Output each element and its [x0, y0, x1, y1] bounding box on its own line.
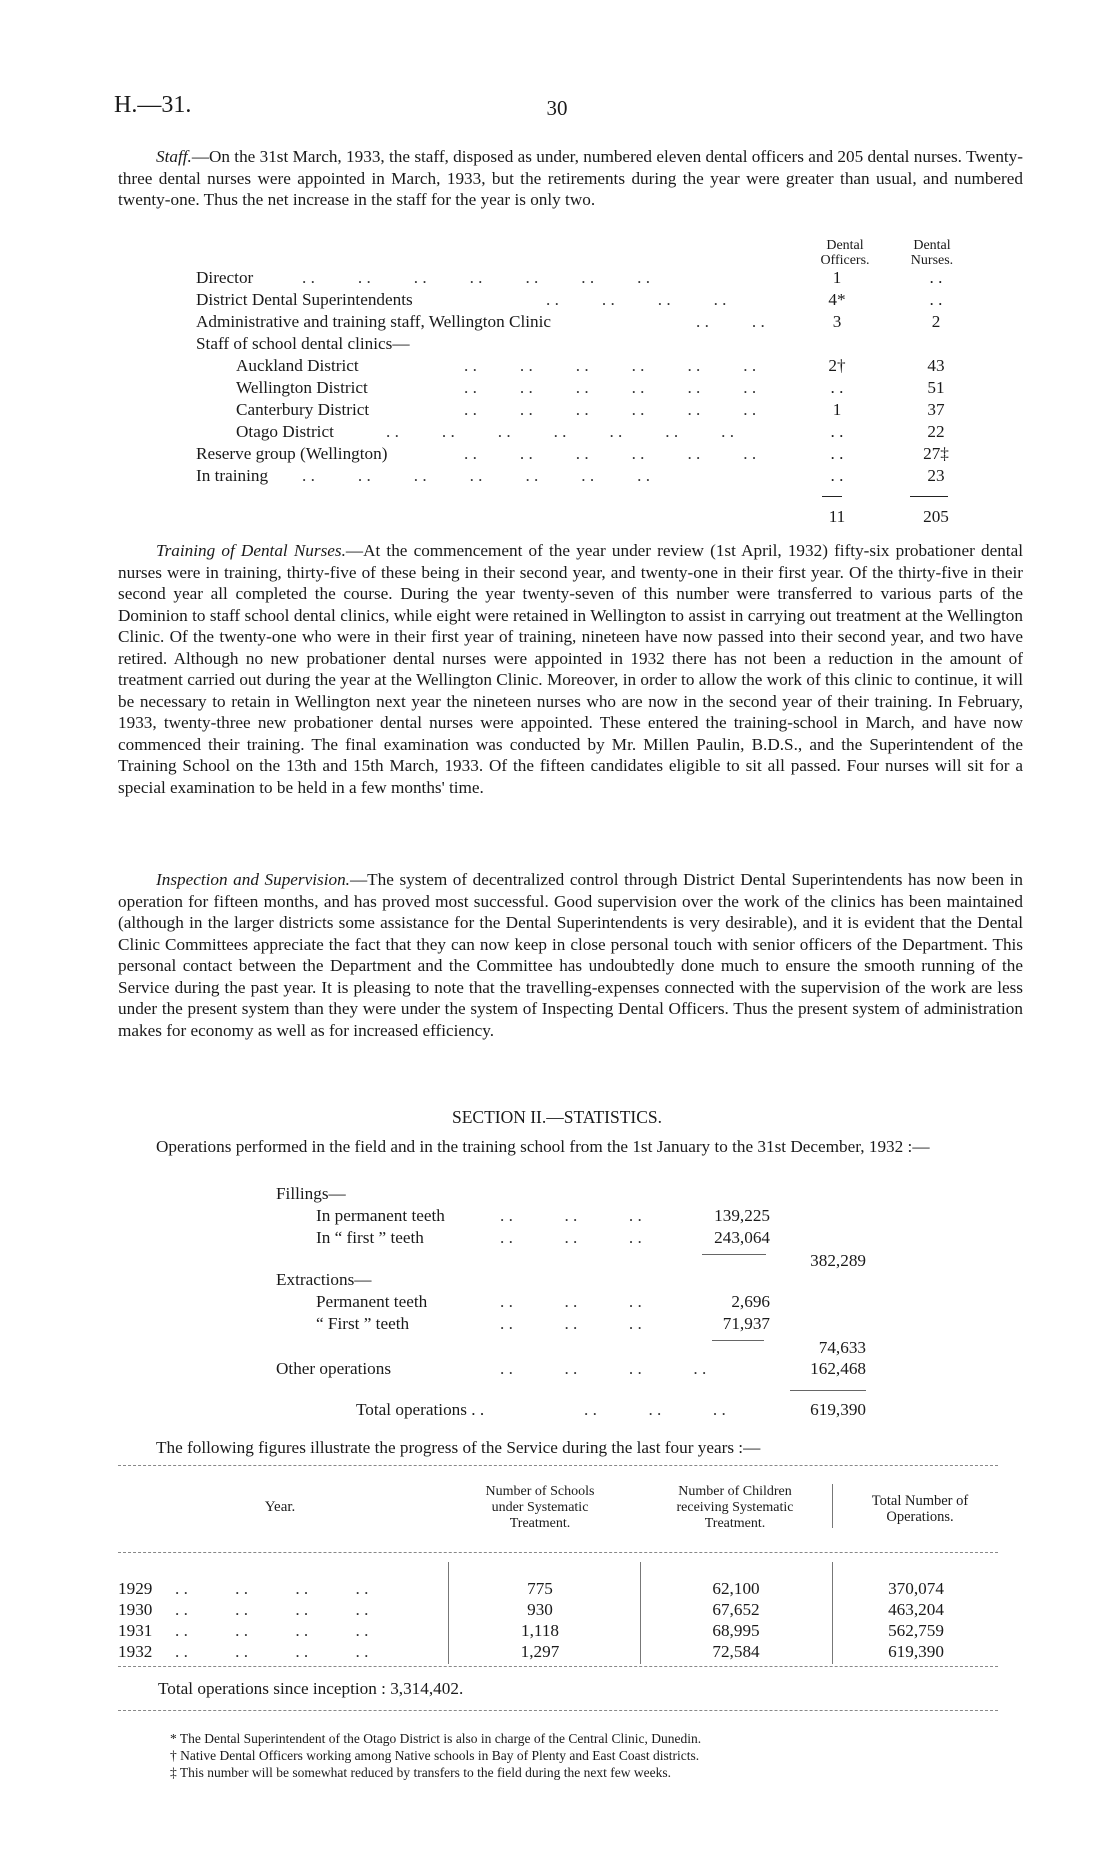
permanent-extractions-value: 2,696 [731, 1292, 770, 1311]
training-lead: Training of Dental Nurses. [156, 541, 346, 560]
progress-intro: The following figures illustrate the progress of the Service during the last four years :— [156, 1438, 761, 1457]
total-operations-value: 619,390 [810, 1400, 866, 1419]
table-row-operations: 619,390 [888, 1642, 944, 1661]
staff-paragraph [118, 146, 1023, 211]
fillings-subtotal-rule [702, 1254, 766, 1255]
extractions-total: 74,633 [818, 1338, 866, 1357]
first-fillings-value: 243,064 [714, 1228, 770, 1247]
fillings-total: 382,289 [810, 1251, 866, 1270]
inspection-text: —The system of decentralized control through District Dental Superintendents has now been in operation for fifteen months, and has proved most successful. Good supervision over the work of the clinics has been maintained (although in the larger districts some assistance for the Dental Superintendents is very desirable), and it is evident that the Dental Clinic Committees appreciate the fact that they can now keep in close personal touch with senior officers of the Department. This personal contact between the Department and the Committee has undoubtedly done much to ensure the smooth running of the Service during the past year. It is pleasing to note that the travelling-expenses connected with the supervision of the work are less under the present system than they were under the system of Inspecting Dental Officers. Thus the present system of administration makes for economy as well as for increased efficiency. [118, 870, 1024, 1040]
table-header-rule [118, 1552, 998, 1553]
training-text: —At the commencement of the year under review (1st April, 1932) fifty-six probationer dental nurses were in training, thirty-five of these being in their second year, and twenty-one in their first year. Of the thirty-five in their second year all completed the course. During the year twenty-seven of this number were transferred to various parts of the Dominion to staff school dental clinics, while eight were retained in Wellington to assist in carrying out treatment at the Wellington Clinic. Of the twenty-one who were in their first year of training, nineteen have now passed into their second year, and two have retired. Although no new probationer dental nurses were appointed in 1932 there has not been a reduction in the amount of treatment carried out during the year at the Wellington Clinic. Moreover, in order to allow the work of this clinic to continue, it will be necessary to retain in Wellington next year the nineteen nurses who are now in the second year of their training. In February, 1933, twenty-three new probationer dental nurses were appointed. These entered the training-school in March, and have now commenced their training. The final examination was conducted by Mr. Millen Paulin, B.D.S., and the Superintendent of the Training School on the 13th and 15th March, 1933. Of the fifteen candidates eligible to sit all passed. Four nurses will sit for a special examination to be held in a few months' time. [118, 541, 1023, 797]
footnote-dagger: † Native Dental Officers working among Native schools in Bay of Plenty and East Coast districts. [170, 1748, 700, 1763]
table-row-year: 1932 [118, 1642, 153, 1661]
children-header: Number of Children receiving Systematic Treatment. [676, 1484, 794, 1531]
permanent-fillings-label: In permanent teeth [316, 1206, 445, 1225]
table-row-children: 72,584 [712, 1642, 760, 1661]
table-row-schools: 930 [527, 1600, 553, 1619]
table-row-operations: 370,074 [888, 1579, 944, 1598]
staff-nurses-total: 205 [923, 507, 949, 526]
table-row-operations: 562,759 [888, 1621, 944, 1640]
staff-row: Auckland District . . . . . . . . . . . . 2† 43 [236, 356, 945, 375]
section-title: SECTION II.—STATISTICS. [451, 1107, 663, 1127]
table-row-children: 67,652 [712, 1600, 760, 1619]
staff-nurses-total-rule [910, 496, 948, 497]
staff-text: —On the 31st March, 1933, the staff, disposed as under, numbered eleven dental officers and 205 dental nurses. Twenty-three dental nurses were appointed in March, 1933, but the retirements during the year were greater than usual, and numbered twenty-one. Thus the net increase in the staff for the year is only two. [118, 147, 1023, 209]
total-since-inception: Total operations since inception : 3,314,402. [158, 1679, 464, 1698]
staff-officers-total: 11 [828, 507, 846, 526]
table-row-schools: 1,118 [520, 1621, 560, 1640]
total-operations-rule [790, 1390, 866, 1391]
table-row-year: 1929 [118, 1579, 153, 1598]
staff-row: Wellington District . . . . . . . . . . . . . . 51 [236, 378, 945, 397]
staff-row: Staff of school dental clinics— [196, 334, 410, 353]
first-fillings-label: In “ first ” teeth [316, 1228, 424, 1247]
other-operations-label: Other operations [276, 1359, 392, 1378]
extractions-subtotal-rule [712, 1340, 764, 1341]
total-operations-label: Total operations . . [356, 1400, 485, 1419]
year-header: Year. [264, 1499, 296, 1515]
inspection-paragraph [118, 869, 1023, 1041]
table-row-schools: 1,297 [520, 1642, 560, 1661]
footnote-rule [118, 1710, 998, 1711]
operations-intro: Operations performed in the field and in the training school from the 1st January to the 31st December, 1932 :— [156, 1137, 930, 1156]
table-row-operations: 463,204 [888, 1600, 944, 1619]
first-extractions-value: 71,937 [722, 1314, 770, 1333]
schools-header: Number of Schools under Systematic Treatment. [485, 1484, 595, 1531]
staff-nurses-header: Dental Nurses. [910, 238, 954, 268]
staff-officers-total-rule [822, 496, 842, 497]
staff-row: Administrative and training staff, Wellington Clinic . . . . 3 2 [196, 312, 941, 331]
training-paragraph [118, 540, 1023, 798]
document-reference: H.—31. [114, 92, 192, 118]
first-extractions-label: “ First ” teeth [316, 1314, 410, 1333]
staff-row: District Dental Superintendents . . . . . . . . 4* . . [196, 290, 943, 309]
extractions-label: Extractions— [276, 1270, 372, 1289]
staff-officers-header: Dental Officers. [820, 238, 870, 268]
table-row-schools: 775 [527, 1579, 553, 1598]
table-bottom-rule [118, 1666, 998, 1667]
permanent-extractions-label: Permanent teeth [316, 1292, 428, 1311]
table-row-year: 1931 [118, 1621, 153, 1640]
inspection-lead: Inspection and Supervision. [156, 870, 350, 889]
table-row-year: 1930 [118, 1600, 153, 1619]
staff-row: Reserve group (Wellington) . . . . . . . . . . . . . . 27‡ [196, 444, 949, 463]
fillings-label: Fillings— [276, 1184, 346, 1203]
other-operations-value: 162,468 [810, 1359, 866, 1378]
footnote-asterisk: * The Dental Superintendent of the Otago District is also in charge of the Central Clinic, Dunedin. [170, 1731, 702, 1746]
staff-lead: Staff. [156, 147, 192, 166]
table-row-children: 62,100 [712, 1579, 760, 1598]
staff-row: In training . . . . . . . . . . . . . . . . 23 [196, 466, 945, 485]
footnote-double-dagger: ‡ This number will be somewhat reduced by transfers to the field during the next few weeks. [170, 1765, 671, 1780]
staff-row: Canterbury District . . . . . . . . . . . . 1 37 [236, 400, 945, 419]
operations-header: Total Number of Operations. [871, 1493, 969, 1525]
staff-row: Otago District . . . . . . . . . . . . . . . . 22 [236, 422, 945, 441]
table-top-rule [118, 1465, 998, 1466]
table-row-children: 68,995 [712, 1621, 760, 1640]
page-number: 30 [546, 96, 568, 120]
document-page: H.—31. 30 Staff.—On the 31st March, 1933, the staff, disposed as under, numbered eleven dental officers and 205 dental nurses. Twenty-three dental nurses were appointed in March, 1933, but the retirements during the year were greater than usual, and numbered twenty-one. Thus the net increase in the staff for the year is only two. Dental Officers. Dental Nurses. Director . . . . . . . . . . . . . . 1 . . District Dental Superintendents . . . . . . . . 4* . . Administrative and training staff, Wellington Clinic . . . . 3 2 Staff of school dental clinics— Auckland District . . . . . . . . . . . . 2† 43 Wellington District . . . . . . . . . . . . . . 51 Canterbury District . . . . . . . . . . . . 1 37 Otago District . . . . . . . . . . . . . . . . 22 Reserve group (Wellington) . . . . . . . . . . . . . . 27‡ In training . . . . . . . . . . . . . . . . 23 11 205 Training of Dental Nurses.—At the commencement of the year under review (1st April, 1932) fifty-six probationer dental nurses were in training, thirty-five of these being in their second year, and twenty-one in their first year. Of the thirty-five in their second year all completed the course. During the year twenty-seven of this number were transferred to various parts of the Dominion to staff school dental clinics, while eight were retained in Wellington to assist in carrying out treatment at the Wellington Clinic. Of the twenty-one who were in their first year of training, nineteen have now passed into their second year, and two have retired. Although no new probationer dental nurses were appointed in 1932 there has not been a reduction in the amount of treatment carried out during the year at the Wellington Clinic. Moreover, in order to allow the work of this clinic to continue, it will be necessary to retain in Wellington next year the nineteen nurses who are now in the second year of their training. In February, 1933, twenty-three new probationer dental nurses were appointed. These entered the training-school in March, and have now commenced their training. The final examination was conducted by Mr. Millen Paulin, B.D.S., and the Superintendent of the Training School on the 13th and 15th March, 1933. Of the fifteen candidates eligible to sit all passed. Four nurses will sit for a special examination to be held in a few months' time. Inspection and Supervision.—The system of decentralized control through District Dental Superintendents has now been in operation for fifteen months, and has proved most successful. Good supervision over the work of the clinics has been maintained (although in the larger districts some assistance for the Dental Superintendents is very desirable), and it is evident that the Dental Clinic Committees appreciate the fact that they can now keep in close personal touch with senior officers of the Department. This personal contact between the Department and the Committee has undoubtedly done much to ensure the smooth running of the Service during the past year. It is pleasing to note that the travelling-expenses connected with the supervision of the work are less under the present system than they were under the system of Inspecting Dental Officers. Thus the present system of administration makes for economy as well as for increased efficiency. SECTION II.—STATISTICS. Operations performed in the field and in the training school from the 1st January to the 31st December, 1932 :— Fillings— In permanent teeth . . . . . . 139,225 In “ first ” teeth . . . . . . 243,064 382,289 Extractions— Permanent teeth . . . . . . 2,696 “ First ” teeth . . . . . . 71,937 74,633 Other operations . . . . . . . . 162,468 Total operations . . . . . . . . 619,390 The following figures illustrate the progress of the Service during the last four years :— Year. Number of Schools under Systematic Treatment. Number of Children receiving Systematic Treatment. Total Number of Operations. 1929 . . . . . . . . 775 62,100 370,074 1930 . . . . . . . . 930 67,652 463,204 1931 . . . . . . . . 1,118 68,995 562,759 1932 . . . . . . . . 1,297 72,584 619,390 Total operations since inception : 3,314,402. * The Dental Superintendent of the Otago District is also in charge of the Central Clinic, Dunedin. † Native Dental Officers working among Native schools in Bay of Plenty and East Coast districts. ‡ This number will be somewhat reduced by transfers to the field during the next few weeks. [0, 0, 1114, 1861]
staff-row: Director . . . . . . . . . . . . . . 1 . . [196, 268, 943, 287]
permanent-fillings-value: 139,225 [714, 1206, 770, 1225]
